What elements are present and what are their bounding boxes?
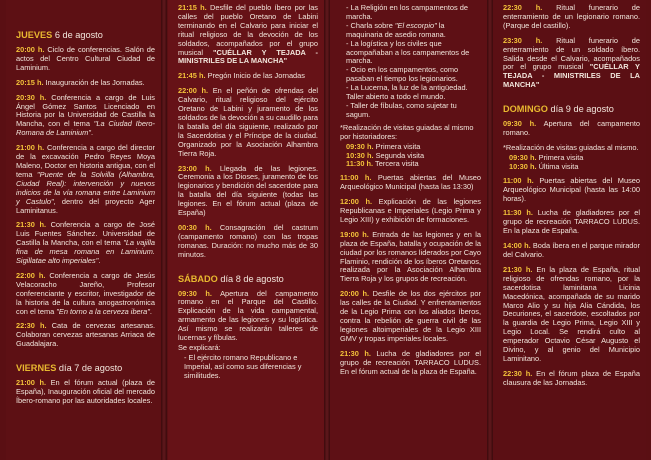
page-fold — [161, 0, 167, 460]
visit-item: 09:30 h. Primera visita — [346, 141, 421, 151]
column-1 — [6, 0, 161, 460]
event: 11:30 h. Lucha de gladiadores por el grupo de recreación TARRACO LUDUS. En la plaza de España. — [503, 208, 640, 236]
event-list-item: - Ocio en los campamentos, como pasaban el tiempo los legionarios. — [346, 65, 459, 84]
event: 22:00 h. Conferencia a cargo de Jesús Velacoracho Jareño, Profesor conferenciante y escritor, investigador de la historia de la cultura anogastronómica con el tema "En torno a la cerveza ibera". — [16, 270, 155, 316]
event: 11:00 h. Puertas abiertas del Museo Arqueológico Municipal (hasta las 13:30) — [340, 173, 481, 192]
event: 20:30 h. Conferencia a cargo de Luis Ángel Gómez Santos Licenciado en Historia por la Universidad de Castilla la Mancha, con el tema "La Ciudad Ibero-Romana de Laminium". — [16, 92, 155, 138]
event: 22:30 h. Ritual funerario de enterramiento de un legionario romano. (Parque del castillo). — [503, 3, 640, 30]
event: 20:00 h. Desfile de los dos ejércitos por las calles de la Ciudad. Y enfrentamientos de la Legio Prima con los aliados íberos, contra la rebelión de guerra civil de las legiones altoimperiales de la Legio XIII GMV y tropas imperiales locales. — [340, 289, 481, 343]
event: 21:30 h. Conferencia a cargo de José Luis Fuentes Sánchez. Universidad de Castilla la Mancha, con el tema "La vajilla fina de mesa romana en Laminium. Sigillatae alto imperiales". — [16, 220, 155, 266]
event: 14:00 h. Boda íbera en el parque mirador del Calvario. — [503, 241, 640, 260]
event: 22:30 h. Cata de cervezas artesanas. Colaboran cervezas artesanas Arriaca de Guadalajara. — [16, 321, 155, 349]
day-heading-friday: VIERNES día 7 de agosto — [16, 363, 123, 374]
event: 09:30 h. Apertura del campamento romano. — [503, 119, 640, 138]
day-heading-thursday: JUEVES 6 de agosto — [16, 30, 103, 40]
day-heading-sunday: DOMINGO día 9 de agosto — [503, 104, 614, 115]
column-2 — [168, 0, 324, 460]
event: 09:30 h. Apertura del campamento romano en el Parque del Castillo. Explicación de la vida campamental, armamento de las legiones y su logística. Así mismo se realizarán talleres de lucernas y fíbulas. — [178, 288, 318, 343]
event-list-item: - Taller de fíbulas, como sujetar tu sagum. — [346, 100, 457, 119]
visit-item: 09:30 h. Primera visita — [509, 152, 584, 162]
visits-note: *Realización de visitas guiadas al mismo por historiadores: — [340, 122, 474, 141]
event-list-item: - El ejército romano Republicano e Imperial, así como sus diferencias y similitudes. — [184, 352, 302, 380]
event: 22:30 h. En el fórum plaza de España clausura de las Jornadas. — [503, 368, 640, 387]
event: 21:00 h. Conferencia a cargo del director de la excavación Pedro Reyes Moya Maleno, Doctor en historia antigua, con el tema "Puente de la Solvilla (Alhambra, Ciudad Real): intervención y nuevos indicios de la vía romana entre Laminium y Castulo", dentro del proyecto Ager Laminitanus. — [16, 143, 156, 215]
event: 21:00 h. En el fórum actual (plaza de España), Inauguración oficial del mercado Íbero-romano por las autoridades locales. — [16, 378, 155, 405]
event-list-item: - Charla sobre "El escorpio" la maquinaria de asedio romana. — [346, 20, 446, 39]
event-list-item: - La Religión en los campamentos de marcha. — [346, 3, 469, 21]
visit-item: 11:30 h. Tercera visita — [346, 159, 419, 169]
event-note: Se explicará: — [178, 343, 221, 352]
event: 19:00 h. Entrada de las legiones y en la plaza de España, batalla y ocupación de la ciudad por los romanos liderados por Cayo Flaminio, rendición de los íberos Oretanos, realizada por la Asociación Alhambra Tierra Roja y los grupos de recreación. — [340, 229, 482, 284]
event: 20:15 h. Inauguración de las Jornadas. — [16, 77, 145, 87]
day-heading-saturday: SÁBADO día 8 de agosto — [178, 273, 284, 284]
event: 12:00 h. Explicación de las legiones Republicanas e Imperiales (Legio Prima y Legio XIII) y exhibición de formaciones. — [340, 197, 481, 224]
column-3 — [330, 0, 487, 460]
event: 23:30 h. Ritual funerario de enterramiento de un soldado íbero. Salida desde el Calvario, acompañados por el grupo musical "CUÉLLAR Y TEJADA - MINISTRILES DE LA MANCHA" — [503, 35, 640, 90]
event: 23:00 h. Llegada de las legiones. Ceremonia a los Dioses, juramento de los legionarios y bendición del sacerdote para la batalla del día siguiente (todas las legiones. En el fórum actual (plaza de España) — [178, 163, 319, 218]
visits-note: *Realización de visitas guiadas al mismo. — [503, 142, 639, 152]
event-list-item: - La Lucerna, la luz de la antigüedad. Taller abierto a todo el mundo. — [346, 83, 468, 102]
event-list-item: - La logística y los civiles que acompañaban a los campamentos de marcha. — [346, 38, 470, 66]
event: 00:30 h. Consagración del castrum (campamento romano) con las tropas romanas. Duración: no mucho más de 30 minutos. — [178, 222, 319, 259]
event: 22:00 h. En el peñón de ofrendas del Calvario, ritual religioso del ejército Oretano de Labini y juramento de los soldados de la devoción a su caudillo para la batalla del día siguiente, realizado por la Sacerdotisa y el Príncipe de la ciudad. Organizado por la Asociación Alhambra Tierra Roja. — [178, 86, 318, 158]
column-4 — [493, 0, 646, 460]
visit-item: 10:30 h. Segunda visita — [346, 150, 425, 160]
event: 21:30 h. Lucha de gladiadores por el grupo de recreación TARRACO LUDUS. En el fórum actual de la plaza de España. — [340, 348, 481, 376]
visit-item: 10:30 h. Última visita — [509, 161, 579, 171]
event: 20:00 h. Ciclo de conferencias. Salón de actos del Centro Cultural Ciudad de Laminium. — [16, 45, 155, 72]
event: 21:30 h. En la plaza de España, ritual religioso de ofrendas romano, por la sacerdotisa laminitana Licinia Macedónica, acompañada de su marido Marco Alio y su hija Alia Cándida, los Decuriones, el sacerdote, escoltados por la guardia de Legio Prima, Legio XIII y Legio Local. Se rendirá culto al emperador Octavio César Augusto el Divino, y al genio del Municipio Laminitano. — [503, 264, 641, 363]
event: 21:45 h. Pregón Inicio de las Jornadas — [178, 71, 305, 81]
event: 21:15 h. Desfile del pueblo íbero por las calles del pueblo Oretano de Labini terminando en el Calvario para iniciar el ritual religioso de la devoción de los soldados, acompañados por el grupo musical "CUÉLLAR Y TEJADA - MINISTRILES DE LA MANCHA" — [178, 3, 319, 66]
event: 11:00 h. Puertas abiertas del Museo Arqueológico Municipal (hasta las 14:00 horas). — [503, 175, 640, 203]
